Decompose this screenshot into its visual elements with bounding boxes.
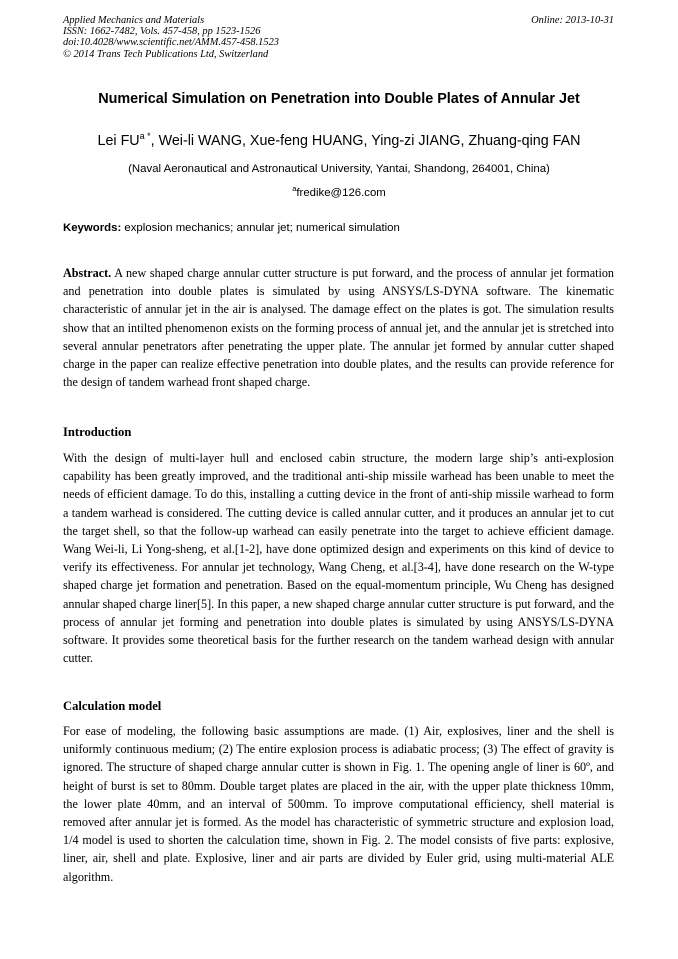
- abstract: [63, 264, 614, 391]
- journal-name: Applied Mechanics and Materials: [63, 15, 205, 26]
- author-email: [0, 184, 678, 199]
- keywords-text: explosion mechanics; annular jet; numerical simulation: [121, 222, 400, 234]
- keywords: [63, 222, 400, 234]
- first-author: Lei FU: [97, 132, 140, 149]
- other-authors: , Wei-li WANG, Xue-feng HUANG, Ying-zi JIANG, Zhuang-qing FAN: [150, 132, 581, 149]
- email-marker: a: [292, 184, 297, 193]
- author-list: [0, 131, 678, 149]
- introduction-heading: Introduction: [63, 425, 132, 439]
- introduction-body: With the design of multi-layer hull and enclosed cabin structure, the modern large ship’s anti-explosion capability has been greatly improved, and the traditional anti-ship missile warhead has been unable to meet the needs of efficient damage. To do this, installing a cutting device in the front of anti-ship missile warhead to form a tandem warhead is considered. The cutting device is called annular cutter, and it produces an annular jet to cut the target shell, so that the follow-up warhead can easily penetrate into the target to achieve efficient damage. Wang Wei-li, Li Yong-sheng, et al.[1-2], have done optimized design and experiments on this kind of device to verify its effectiveness. For annular jet technology, Wang Cheng, et al.[3-4], have done research on the W-type shaped charge jet formation and penetration. Based on the equal-momentum principle, Wu Cheng has designed annular shaped charge liner[5]. In this paper, a new shaped charge annular cutter structure is put forward, and the process of annular jet forming and penetration into double plates is simulated by using ANSYS/LS-DYNA software. It provides some theoretical basis for the further research on the tandem warhead design with annular cutter.: [63, 451, 614, 666]
- calculation-model-body: For ease of modeling, the following basic assumptions are made. (1) Air, explosives, liner and the shell is uniformly continuous medium; (2) The entire explosion process is adiabatic process; (3) The effect of gravity is ignored. The structure of shaped charge annular cutter is shown in Fig. 1. The opening angle of liner is 60º, and height of burst is set to 80mm. Double target plates are placed in the air, with the upper plate thickness 10mm, the lower plate 40mm, and an interval of 500mm. To improve computational efficiency, shell material is removed after annular jet is formed. As the model has characteristic of symmetric structure and explosion load, 1/4 model is used to shorten the calculation time, shown in Fig. 2. The model consists of five parts: explosive, liner, air, shell and plate. Explosive, liner and air parts are divided by Euler grid, using multi-material ALE algorithm.: [63, 724, 614, 884]
- email-address: fredike@126.com: [296, 186, 386, 199]
- journal-doi: doi:10.4028/www.scientific.net/AMM.457-458.1523: [63, 37, 279, 49]
- journal-copyright: © 2014 Trans Tech Publications Ltd, Switzerland: [63, 48, 269, 60]
- paper-title: Numerical Simulation on Penetration into Double Plates of Annular Jet: [98, 91, 580, 107]
- journal-header: [63, 15, 279, 60]
- abstract-label: Abstract.: [63, 266, 112, 280]
- calculation-model-heading: Calculation model: [63, 699, 162, 713]
- journal-issn: ISSN: 1662-7482, Vols. 457-458, pp 1523-1526: [63, 26, 261, 38]
- first-author-marker: a *: [139, 131, 151, 141]
- online-date: Online: 2013-10-31: [531, 15, 614, 26]
- abstract-text: A new shaped charge annular cutter structure is put forward, and the process of annular jet formation and penetration into double plates is simulated by using ANSYS/LS-DYNA software. The kinematic characteristic of annular jet in the air is analysed. The damage effect on the plates is got. The simulation results show that an intilted phenomenon exists on the forming process of annual jet, and the annular jet is stretched into several annular penetrators after penetrating the upper plate. The annular jet formed by annular cutter shaped charge in the paper can realize effective penetration into double plates, and the results can provide reference for the design of tandem warhead front shaped charge.: [63, 266, 614, 390]
- keywords-label: Keywords:: [63, 222, 122, 234]
- affiliation: (Naval Aeronautical and Astronautical University, Yantai, Shandong, 264001, China): [128, 163, 550, 175]
